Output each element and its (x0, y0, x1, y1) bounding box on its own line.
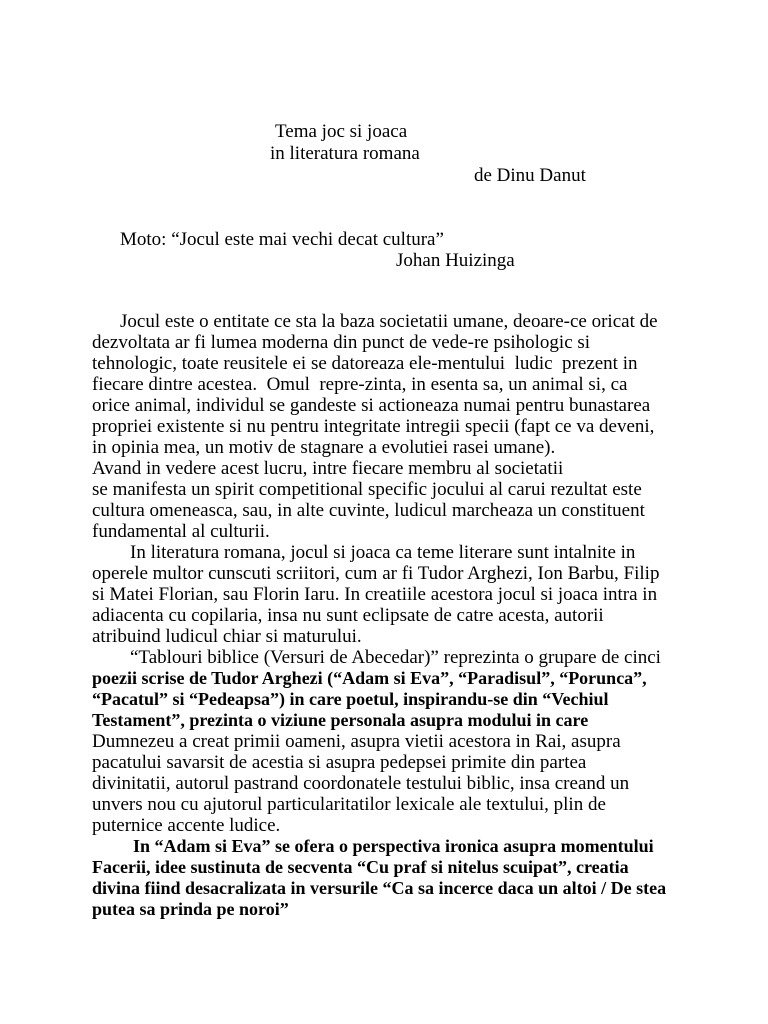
text-line: In literatura romana, jocul si joaca ca teme literare sunt intalnite in (130, 542, 636, 563)
text-line: se manifesta un spirit competitional specific jocului al carui rezultat este (92, 479, 642, 500)
text-line: Dumnezeu a creat primii oameni, asupra vietii acestora in Rai, asupra (92, 731, 621, 752)
text-line: putea sa prinda pe noroi” (92, 899, 289, 919)
text-line: divina fiind desacralizata in versurile “Ca sa incerce daca un altoi / De stea (92, 878, 667, 898)
text-line: “Pacatul” si “Pedeapsa”) in care poetul, inspirandu-se din “Vechiul (92, 689, 609, 709)
text-line: operele multor cunscuti scriitori, cum ar fi Tudor Arghezi, Ion Barbu, Filip (92, 563, 660, 584)
text-line: Facerii, idee sustinuta de secventa “Cu praf si nitelus scuipat”, creatia (92, 857, 629, 877)
text-line: pacatului savarsit de acestia si asupra pedepsei primite din partea (92, 752, 587, 773)
paragraph-1 (92, 311, 732, 542)
paragraph-2 (92, 542, 732, 647)
document-title-line-1: Tema joc si joaca (275, 121, 408, 142)
text-line: cultura omeneasca, sau, in alte cuvinte, ludicul marcheaza un constituent (92, 500, 645, 521)
text-line: adiacenta cu copilaria, insa nu sunt eclipsate de catre acesta, autorii (92, 605, 604, 626)
text-line: si Matei Florian, sau Florin Iaru. In creatiile acestora jocul si joaca intra in (92, 584, 658, 605)
text-line: puternice accente ludice. (92, 815, 281, 836)
text-line: fundamental al culturii. (92, 521, 270, 542)
text-line: atribuind ludicul chiar si maturului. (92, 626, 362, 647)
text-line: In “Adam si Eva” se ofera o perspectiva ironica asupra momentului (133, 836, 654, 856)
paragraph-4 (92, 836, 732, 920)
paragraph-3 (92, 647, 732, 836)
text-line: Jocul este o entitate ce sta la baza societatii umane, deoare-ce oricat de (120, 311, 658, 332)
text-line: in opinia mea, un motiv de stagnare a evolutiei rasei umane). (92, 437, 556, 458)
motto-attribution: Johan Huizinga (396, 250, 515, 271)
text-line: orice animal, individul se gandeste si actioneaza numai pentru bunastarea (92, 395, 651, 416)
document-title-line-2: in literatura romana (270, 143, 420, 164)
text-line: unvers nou cu ajutorul particularitatilor lexicale ale textului, plin de (92, 794, 606, 815)
text-line: dezvoltata ar fi lumea moderna din punct de vede-re psihologic si (92, 332, 591, 353)
body-text (92, 311, 732, 920)
text-line: divinitatii, autorul pastrand coordonatele testului biblic, insa creand un (92, 773, 630, 794)
text-line: tehnologic, toate reusitele ei se datoreaza ele-mentului ludic prezent in (92, 353, 638, 374)
text-line: Avand in vedere acest lucru, intre fiecare membru al societatii (92, 458, 564, 479)
text-line: fiecare dintre acestea. Omul repre-zinta, in esenta sa, un animal si, ca (92, 374, 628, 395)
document-author: de Dinu Danut (474, 165, 586, 186)
text-line: propriei existente si nu pentru integritate intregii specii (fapt ce va deveni, (92, 416, 655, 437)
text-line: Testament”, prezinta o viziune personala asupra modului in care (92, 710, 589, 730)
text-line: poezii scrise de Tudor Arghezi (“Adam si Eva”, “Paradisul”, “Porunca”, (92, 668, 647, 688)
text-line: “Tablouri biblice (Versuri de Abecedar)” reprezinta o grupare de cinci (130, 647, 661, 668)
motto-quote: Moto: “Jocul este mai vechi decat cultura” (120, 229, 444, 250)
